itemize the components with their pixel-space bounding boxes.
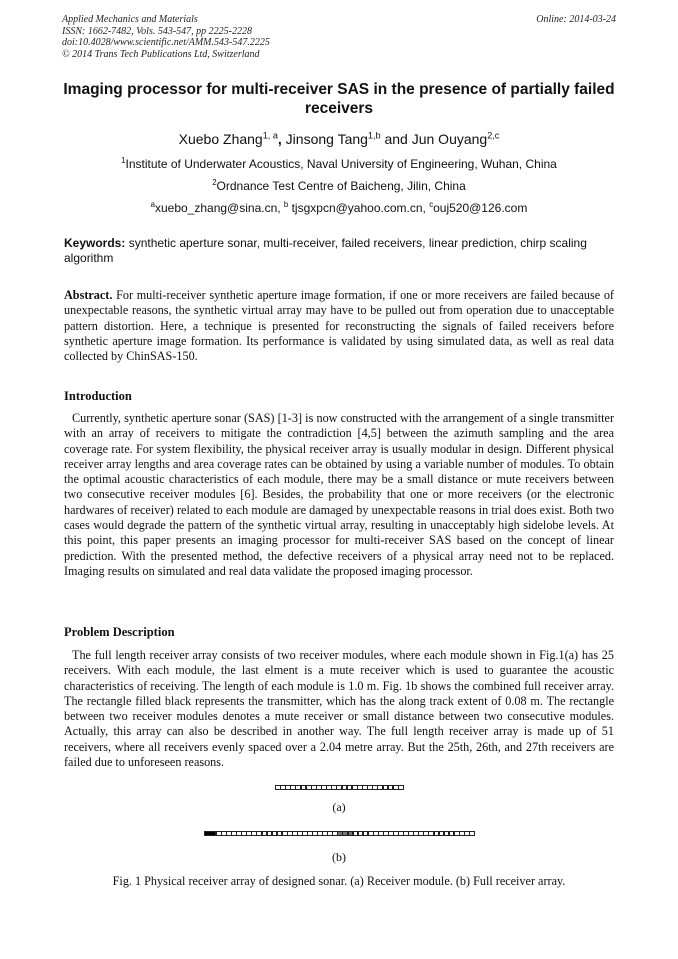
figure-caption: Fig. 1 Physical receiver array of designed sonar. (a) Receiver module. (b) Full receiver array. (112, 874, 566, 888)
keywords-label: Keywords: (64, 236, 126, 250)
author-superscript: 1, a (262, 130, 278, 141)
author-name: Jun Ouyang (411, 131, 488, 147)
figure-label-a: (a) (332, 800, 346, 814)
author-list (62, 131, 616, 147)
figure-label-b: (b) (332, 850, 346, 864)
receiver-element (469, 831, 475, 836)
doi-line: doi:10.4028/www.scientific.net/AMM.543-547.2225 (62, 37, 270, 48)
receiver-module-array (275, 785, 403, 790)
author-superscript: 1,b (367, 130, 381, 141)
copyright-line: © 2014 Trans Tech Publications Ltd, Switzerland (62, 48, 260, 60)
journal-name: Applied Mechanics and Materials (62, 14, 198, 25)
email-address: tjsgxpcn@yahoo.com.cn, (288, 201, 430, 215)
author-name: Xuebo Zhang (178, 131, 263, 147)
introduction-heading: Introduction (64, 389, 132, 403)
author-conjunction: and (380, 131, 412, 147)
email-superscript: b (283, 200, 289, 209)
transmitter-element (204, 831, 216, 836)
author-separator: , (277, 131, 282, 147)
email-superscript: a (150, 200, 155, 209)
affiliation-superscript: 2 (212, 178, 217, 187)
abstract-paragraph (64, 288, 614, 364)
affiliation-1 (62, 157, 616, 171)
keywords-block (64, 236, 616, 265)
email-address: xuebo_zhang@sina.cn, (154, 201, 284, 215)
online-date: Online: 2014-03-24 (536, 14, 616, 25)
problem-description-paragraph: The full length receiver array consists of two receiver modules, where each module shown in Fig.1(a) has 25 receivers. With each module, the last elment is a mute receiver which is used to guarantee the acoustic characteristics of receiving. The length of each module is 1.0 m. Fig. 1b shows the combined full receiver array. The rectangle filled black represents the transmitter, which has the along track extent of 0.08 m. The rectangle between two receiver modules denotes a mute receiver or small distance between two consecutive modules. Actually, this array can also be described in another way. The full length receiver array is made up of 51 receivers, where all receivers evenly spaced over a 2.04 metre array. But the 25th, 26th, and 27th receivers are failed due to unforeseen reasons. (64, 648, 614, 770)
introduction-paragraph: Currently, synthetic aperture sonar (SAS) [1-3] is now constructed with the arrangement of a single transmitter with an array of receivers to mitigate the contradiction [4,5] between the azimuth sampling and the area coverage rate. For system flexibility, the physical receiver array is usually modular in design. Different physical receiver array lengths and area coverage rates can be obtained by using a variable number of modules. To obtain the optimal acoustic characteristics of each module, there may be a small distance or mute receivers between two consecutive receiver modules [6]. Besides, the probability that one or more receivers (or the electronic hardwares of receiver) related to each module are damaged by unexpectable reasons in trial does exist. Both two cases would degrade the pattern of the synthetic virtual array, resulting in unacceptably high sidelobe levels. At this point, this paper presents an imaging processor for multi-receiver SAS based on the concept of linear prediction. With the presented method, the defective receivers of a physical array need not to be replaced. Imaging results on simulated and real data validate the proposed imaging processor. (64, 411, 614, 578)
problem-description-heading: Problem Description (64, 625, 175, 639)
affiliation-superscript: 1 (121, 156, 126, 165)
affiliation-2 (62, 179, 616, 193)
full-receiver-array (204, 831, 474, 836)
abstract-text: For multi-receiver synthetic aperture image formation, if one or more receivers are failed because of unexpectable reasons, the synthetic virtual array may have to be pulled out from operation due to unacceptable pattern distortion. Here, a technique is presented for reconstructing the signals of failed receivers before synthetic aperture image formation. Its performance is validated by using simulated data, as well as real data collected by ChinSAS-150. (64, 288, 614, 364)
affiliation-text: Institute of Underwater Acoustics, Naval University of Engineering, Wuhan, China (125, 157, 557, 171)
email-line (62, 201, 616, 215)
author-superscript: 2,c (487, 130, 500, 141)
issn-line: ISSN: 1662-7482, Vols. 543-547, pp 2225-2228 (62, 25, 252, 37)
email-address: ouj520@126.com (433, 201, 528, 215)
journal-header (62, 14, 616, 60)
paper-title: Imaging processor for multi-receiver SAS in the presence of partially failed receivers (63, 81, 615, 117)
author-name: Jinsong Tang (281, 131, 368, 147)
affiliation-text: Ordnance Test Centre of Baicheng, Jilin, China (216, 179, 466, 193)
email-superscript: c (429, 200, 434, 209)
receiver-element (398, 785, 404, 790)
keywords-text: synthetic aperture sonar, multi-receiver, failed receivers, linear prediction, chirp scaling algorithm (64, 236, 587, 265)
abstract-label: Abstract. (64, 288, 113, 302)
